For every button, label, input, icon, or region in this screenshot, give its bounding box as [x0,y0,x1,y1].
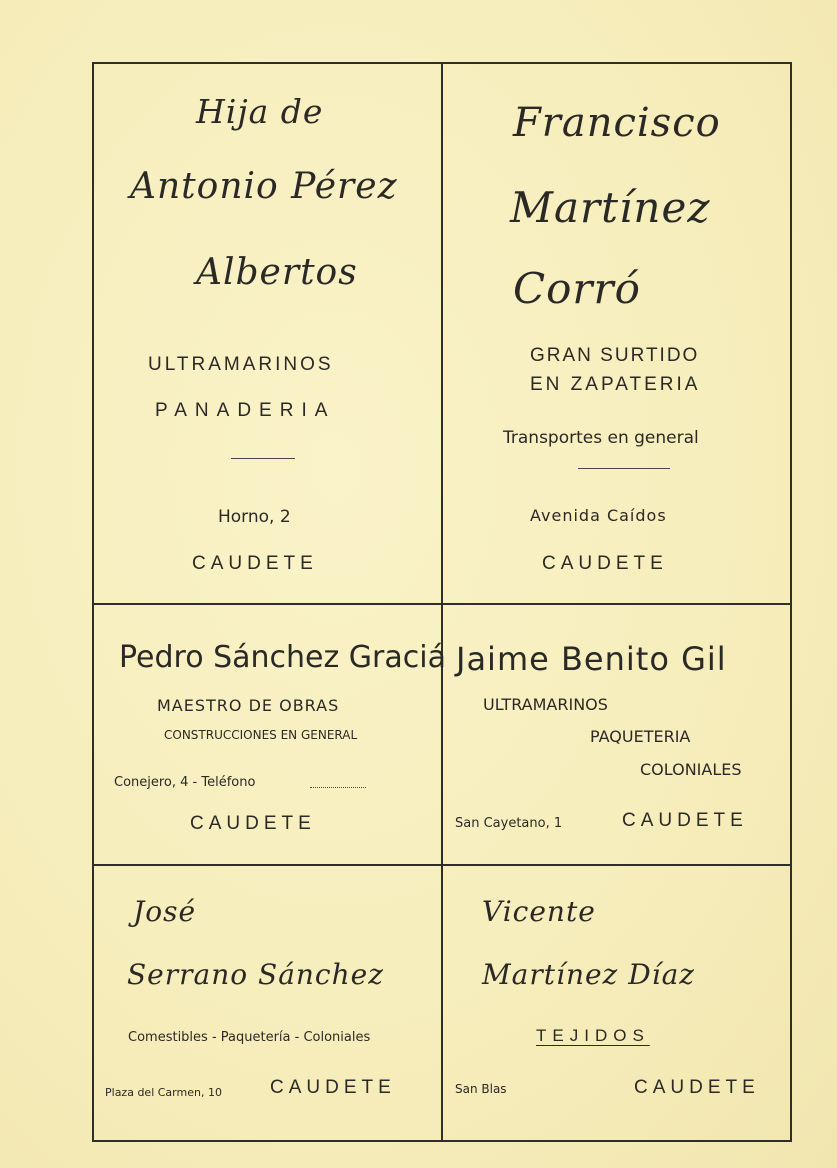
ad-name-line-2: Martínez [510,183,711,232]
ad-line-maestro-obras: MAESTRO DE OBRAS [157,696,340,715]
ad-line-transportes: Transportes en general [503,428,699,448]
ad-line-ultramarinos: ULTRAMARINOS [148,354,334,375]
ad-name-line-1: Hija de [196,92,324,131]
ad-name: Pedro Sánchez Graciá [119,640,446,675]
ad-town: CAUDETE [634,1077,760,1098]
ad-line-coloniales: COLONIALES [640,760,742,779]
ad-name-line-2: Serrano Sánchez [127,958,384,991]
ad-address: Plaza del Carmen, 10 [105,1086,222,1099]
ad-town: CAUDETE [270,1077,396,1098]
ad-address: San Blas [455,1082,507,1096]
ad-name-line-1: Vicente [482,895,596,928]
ad-name-line-1: Francisco [513,100,721,146]
ad-address: Avenida Caídos [530,506,667,525]
grid-row-divider-1 [92,603,792,605]
ad-line-panaderia: PANADERIA [155,400,336,421]
ad-town: CAUDETE [622,810,748,831]
ad-name-line-3: Corró [513,264,641,313]
ad-name-line-1: José [133,895,197,928]
grid-vertical-divider [441,62,443,1142]
grid-row-divider-2 [92,864,792,866]
ad-town: CAUDETE [190,813,316,834]
ad-town: CAUDETE [542,553,668,574]
ad-line-paqueteria: PAQUETERIA [590,727,691,746]
ad-line-construcciones: CONSTRUCCIONES EN GENERAL [164,728,358,742]
ad-divider-rule [231,458,295,459]
ad-divider-rule [578,468,670,469]
leader-dots [310,787,366,788]
ad-name-line-2: Martínez Díaz [482,958,696,991]
ad-line-zapateria: EN ZAPATERIA [530,374,701,395]
ad-line-tejidos: TEJIDOS [536,1026,650,1045]
ad-name-line-3: Albertos [196,252,358,293]
ad-line-ultramarinos: ULTRAMARINOS [483,695,608,714]
ad-name-line-2: Antonio Pérez [130,166,398,207]
ad-address: Horno, 2 [218,507,291,527]
ad-address: San Cayetano, 1 [455,816,563,831]
ad-line-gran-surtido: GRAN SURTIDO [530,345,700,366]
ad-address: Conejero, 4 - Teléfono [114,775,256,790]
ad-name: Jaime Benito Gil [456,640,727,678]
ad-town: CAUDETE [192,553,318,574]
ad-line-comestibles: Comestibles - Paquetería - Coloniales [128,1030,371,1045]
